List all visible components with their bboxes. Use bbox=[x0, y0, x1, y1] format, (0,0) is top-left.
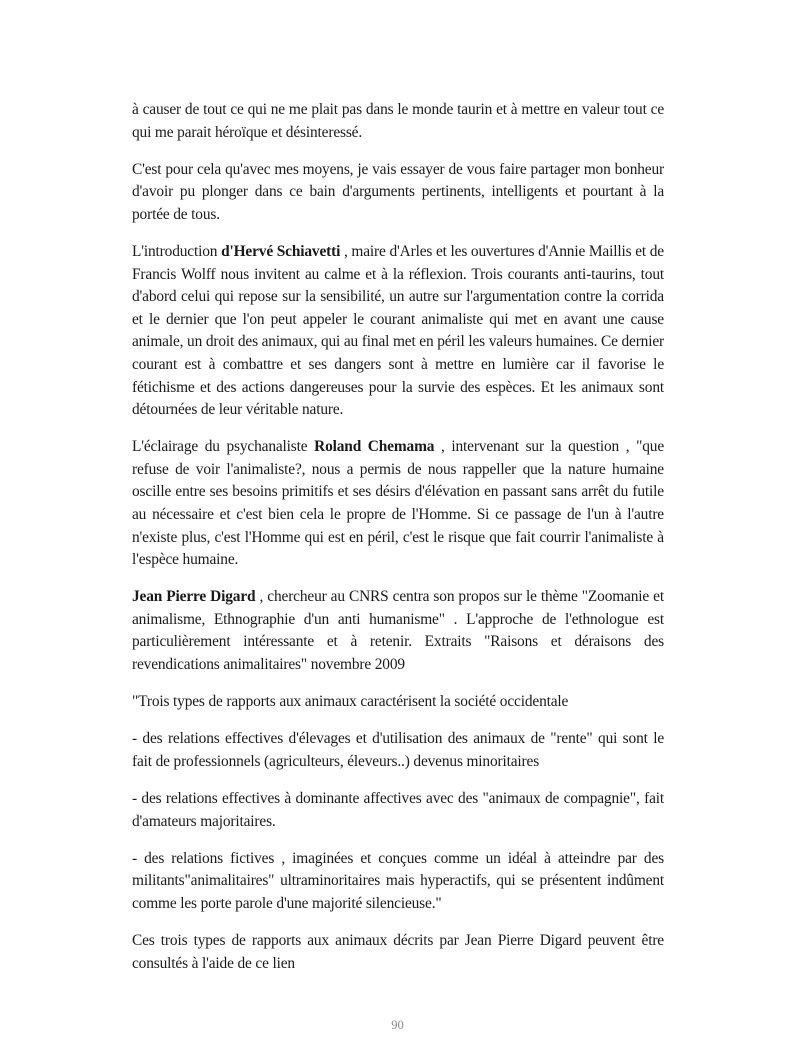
paragraph-purpose: C'est pour cela qu'avec mes moyens, je vais essayer de vous faire partager mon bonheur d'avoir pu plonger dans ce bain d'arguments pertinents, intelligents et pourtant à la portée de tous. bbox=[132, 160, 664, 223]
paragraph-schiavetti bbox=[132, 241, 664, 422]
list-item-compagnie: - des relations effectives à dominante affectives avec des "animaux de compagnie", fait d'amateurs majoritaires. bbox=[132, 789, 664, 830]
list-item-fictives: - des relations fictives , imaginées et conçues comme un idéal à atteindre par des militants"animalitaires" ultraminoritaires mais hyperactifs, qui se présentent indûment comme les porte parole d'une majorité silencieuse." bbox=[132, 849, 664, 912]
text-after: , chercheur au CNRS centra son propos sur le thème "Zoomanie et animalisme, Ethnographie d'un anti humanisme" . L'approche de l'ethnologue est particulièrement intéressante et à retenir. Extraits "Raisons et déraisons des revendications animalitaires" novembre 2009 bbox=[132, 588, 664, 674]
text-after: , maire d'Arles et les ouvertures d'Annie Maillis et de Francis Wolff nous invitent au calme et à la réflexion. Trois courants anti-taurins, tout d'abord celui qui repose sur la sensibilité, un autre sur l'argumentation contre la corrida et le dernier que l'on peut appeler le courant animaliste qui met en avant une cause animale, un droit des animaux, qui au final met en péril les valeurs humaines. Ce dernier courant est à combattre et ses dangers sont à mettre en lumière car il favorise le fétichisme et des actions dangereuses pour la survie des espèces. Et les animaux sont détournées de leur véritable nature. bbox=[132, 242, 664, 419]
list-item-rente: - des relations effectives d'élevages et d'utilisation des animaux de "rente" qui sont le fait de professionnels (agriculteurs, éleveurs..) devenus minoritaires bbox=[132, 730, 664, 770]
paragraph-link-reference: Ces trois types de rapports aux animaux décrits par Jean Pierre Digard peuvent être consultés à l'aide de ce lien bbox=[132, 931, 664, 972]
paragraph-chemama bbox=[132, 436, 664, 572]
text-before: L'introduction bbox=[132, 242, 222, 260]
paragraph-digard bbox=[132, 586, 664, 676]
page-body bbox=[132, 99, 664, 990]
speaker-name-digard: Jean Pierre Digard bbox=[132, 588, 256, 606]
page-number: 90 bbox=[391, 1018, 404, 1032]
speaker-name-chemama: Roland Chemama bbox=[314, 438, 435, 456]
paragraph-intro-continuation: à causer de tout ce qui ne me plait pas dans le monde taurin et à mettre en valeur tout ce qui me parait héroïque et désinteressé. bbox=[132, 101, 664, 141]
paragraph-quote-intro: "Trois types de rapports aux animaux caractérisent la société occidentale bbox=[132, 693, 569, 711]
speaker-name-schiavetti: d'Hervé Schiavetti bbox=[221, 242, 341, 260]
text-after: , intervenant sur la question , "que refuse de voir l'animaliste?, nous a permis de nous rappeller que la nature humaine oscille entre ses besoins primitifs et ses désirs d'élévation en passant sans arrêt du futile au nécessaire et c'est bien cela le propre de l'Homme. Si ce passage de l'un à l'autre n'existe plus, c'est l'Homme qui est en péril, c'est le risque que fait courrir l'animaliste à l'espèce humaine. bbox=[132, 438, 664, 569]
text-before: L'éclairage du psychanaliste bbox=[132, 438, 315, 456]
